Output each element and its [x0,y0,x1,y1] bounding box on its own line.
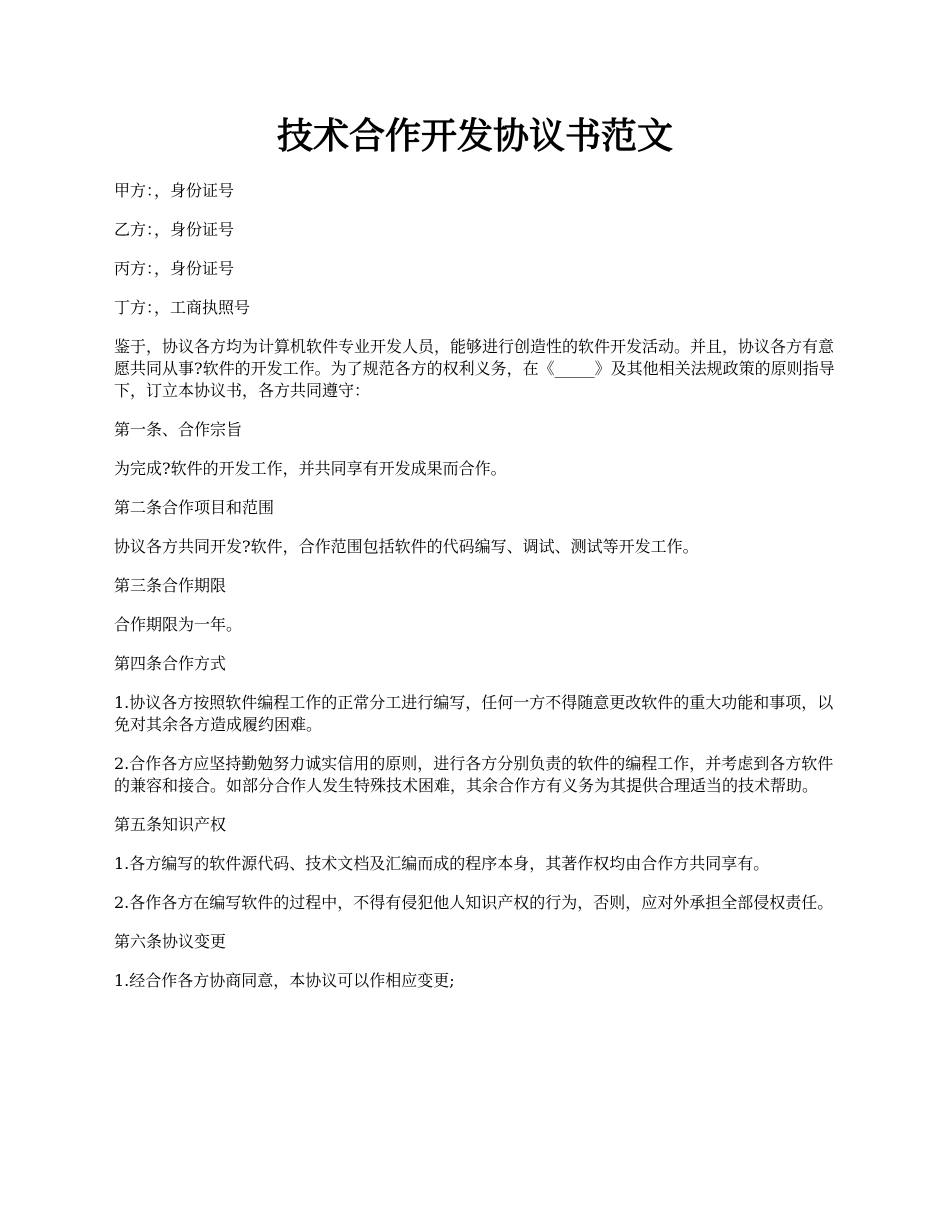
article-2-heading: 第二条合作项目和范围 [114,498,275,517]
article-3-heading: 第三条合作期限 [114,576,227,595]
article-2-body: 协议各方共同开发?软件，合作范围包括软件的代码编写、调试、测试等开发工作。 [114,537,699,556]
article-6-heading: 第六条协议变更 [114,932,227,951]
preamble-paragraph: 鉴于，协议各方均为计算机软件专业开发人员，能够进行创造性的软件开发活动。并且，协议各方有意愿共同从事?软件的开发工作。为了规范各方的权利义务，在《_____》及其他相关法规政策的原则指导下，订立本协议书，各方共同遵守： [114,337,835,400]
party-a-line: 甲方：，身份证号 [114,181,235,200]
article-6-clause-1: 1.经合作各方协商同意，本协议可以作相应变更; [114,971,455,990]
document-body [114,180,838,1009]
article-1-body: 为完成?软件的开发工作，并共同享有开发成果而合作。 [114,459,507,478]
article-5-clause-1: 1.各方编写的软件源代码、技术文档及汇编而成的程序本身，其著作权均由合作方共同享有。 [114,854,770,873]
party-d-line: 丁方：，工商执照号 [114,298,251,317]
article-4-clause-1: 1.协议各方按照软件编程工作的正常分工进行编写，任何一方不得随意更改软件的重大功能和事项，以免对其余各方造成履约困难。 [114,693,834,734]
party-c-line: 丙方：，身份证号 [114,259,235,278]
article-3-body: 合作期限为一年。 [114,615,243,634]
article-5-heading: 第五条知识产权 [114,815,227,834]
article-5-clause-2: 2.各作各方在编写软件的过程中，不得有侵犯他人知识产权的行为，否则，应对外承担全部侵权责任。 [114,893,834,912]
document-title: 技术合作开发协议书范文 [276,115,673,157]
party-b-line: 乙方：，身份证号 [114,220,235,239]
article-4-heading: 第四条合作方式 [114,654,227,673]
article-4-clause-2: 2.合作各方应坚持勤勉努力诚实信用的原则，进行各方分别负责的软件的编程工作，并考虑到各方软件的兼容和接合。如部分合作人发生特殊技术困难，其余合作方有义务为其提供合理适当的技术帮助。 [114,754,834,795]
article-1-heading: 第一条、合作宗旨 [114,420,243,439]
